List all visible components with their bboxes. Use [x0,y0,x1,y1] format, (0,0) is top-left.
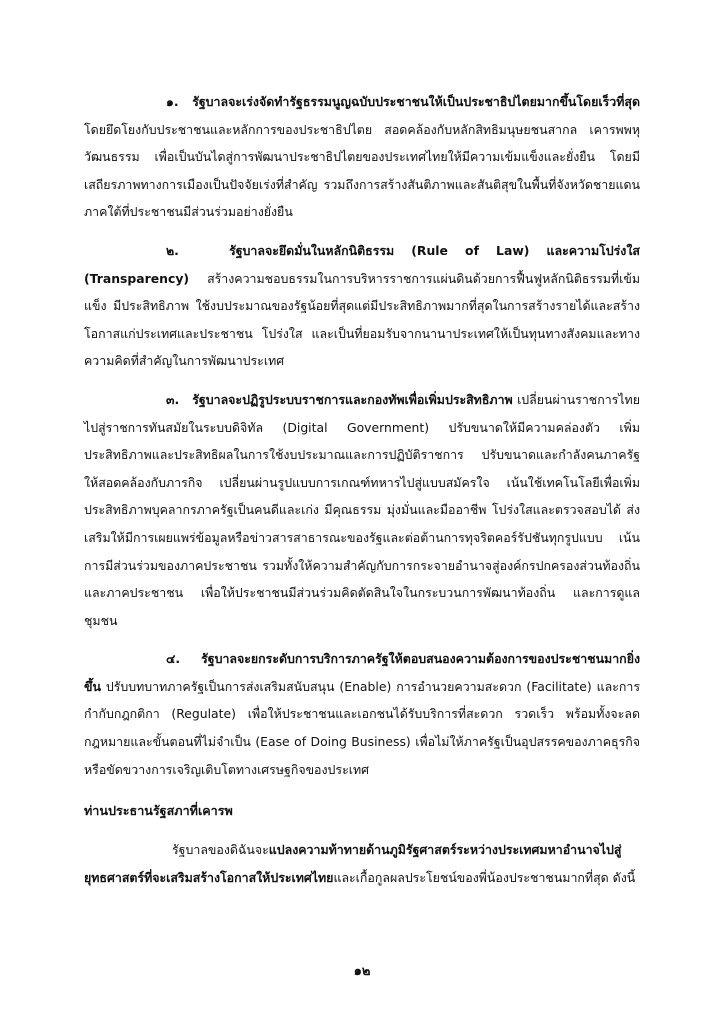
section-heading: ท่านประธานรัฐสภาที่เคารพ [84,803,233,819]
paragraph-number: ๑. [166,94,179,109]
page-number: ๑๒ [353,964,371,979]
paragraph-body: โดยยึดโยงกับประชาชนและหลักการของประชาธิปไตย สอดคล้องกับหลักสิทธิมนุษยชนสากล เคารพพหุวัฒนธรรม เพื่อเป็นบันไดสู่การพัฒนาประชาธิปไตยของประเทศไทยให้มีความเข้มแข็งและยั่งยืน โดยมีเสถียรภาพทางการเมืองเป็นปัจจัยเร่งที่สำคัญ รวมถึงการสร้างสันติภาพและสันติสุขในพื้นที่จังหวัดชายแดนภาคใต้ที่ประชาชนมีส่วนร่วมอย่างยั่งยืน [84,121,640,220]
paragraph-4 [84,645,640,783]
paragraph-body: ปรับบทบาทภาครัฐเป็นการส่งเสริมสนับสนุน (Enable) การอำนวยความสะดวก (Facilitate) และการกำกับกฎกติกา (Regulate) เพื่อให้ประชาชนและเอกชนได้รับบริการที่สะดวก รวดเร็ว พร้อมทั้งจะลดกฎหมายและขั้นตอนที่ไม่จำเป็น (Ease of Doing Business) เพื่อไม่ให้ภาครัฐเป็นอุปสรรคของภาคธุรกิจหรือขัดขวางการเจริญเติบโตทางเศรษฐกิจของประเทศ [84,678,640,777]
paragraph-bold-lead: รัฐบาลจะยกระดับการบริการภาครัฐให้ตอบสนองความต้องการของประชาชนมากยิ่งขึ้น [84,651,640,694]
paragraph-number: ๒. [166,242,179,258]
paragraph-body: สร้างความชอบธรรมในการบริหารราชการแผ่นดินด้วยการฟื้นฟูหลักนิติธรรมที่เข้มแข็ง มีประสิทธิภาพ ใช้งบประมาณของรัฐน้อยที่สุดแต่มีประสิทธิภาพมากที่สุดในการสร้างรายได้และสร้างโอกาสแก่ประเทศและประชาชน โปร่งใส และเป็นที่ยอมรับจากนานาประเทศให้เป็นทุนทางสังคมและทางความคิดที่สำคัญในการพัฒนาประเทศ [84,270,640,369]
closing-bold: แปลงความท้าทายด้านภูมิรัฐศาสตร์ระหว่างประเทศมหาอำนาจไปสู่ยุทธศาสตร์ที่จะเสริมสร้างโอกาสให้ประเทศไทย [84,842,622,885]
paragraph-bold-lead: รัฐบาลจะยึดมั่นในหลักนิติธรรม (Rule of Law) และความโปร่งใส (Transparency) [84,242,640,286]
paragraph-2 [84,237,640,375]
paragraph-3 [84,386,640,634]
paragraph-number: ๔. [166,651,181,667]
closing-lead: รัฐบาลของดิฉันจะ [172,842,269,858]
closing-body: และเกื้อกูลผลประโยชน์ของพี่น้องประชาชนมากที่สุด ดังนี้ [333,869,636,885]
paragraph-number: ๓. [166,391,180,407]
paragraph-body: เปลี่ยนผ่านราชการไทยไปสู่ราชการทันสมัยในระบบดิจิทัล (Digital Government) ปรับขนาดให้มีความคล่องตัว เพิ่มประสิทธิภาพและประสิทธิผลในการใช้งบประมาณและการปฏิบัติราชการ ปรับขนาดและกำลังคนภาครัฐให้สอดคล้องกับภารกิจ เปลี่ยนผ่านรูปแบบการเกณฑ์ทหารไปสู่แบบสมัครใจ เน้นใช้เทคโนโลยีเพื่อเพิ่มประสิทธิภาพบุคลากรภาครัฐเป็นคนดีและเก่ง มีคุณธรรม มุ่งมั่นและมืออาชีพ โปร่งใสและตรวจสอบได้ ส่งเสริมให้มีการเผยแพร่ข้อมูลหรือข่าวสารสาธารณะของรัฐและต่อต้านการทุจริตคอร์รัปชันทุกรูปแบบ เน้นการมีส่วนร่วมของภาคประชาชน รวมทั้งให้ความสำคัญกับการกระจายอำนาจสู่องค์กรปกครองส่วนท้องถิ่นและภาคประชาชน เพื่อให้ประชาชนมีส่วนร่วมคิดตัดสินใจในกระบวนการพัฒนาท้องถิ่น และการดูแลชุมชน [84,391,640,628]
closing-paragraph [84,836,640,891]
paragraph-bold-lead: รัฐบาลจะเร่งจัดทำรัฐธรรมนูญฉบับประชาชนให้เป็นประชาธิปไตยมากขึ้นโดยเร็วที่สุด [192,94,640,109]
paragraph-1 [84,88,640,226]
paragraph-bold-lead: รัฐบาลจะปฏิรูประบบราชการและกองทัพเพื่อเพิ่มประสิทธิภาพ [192,391,513,407]
